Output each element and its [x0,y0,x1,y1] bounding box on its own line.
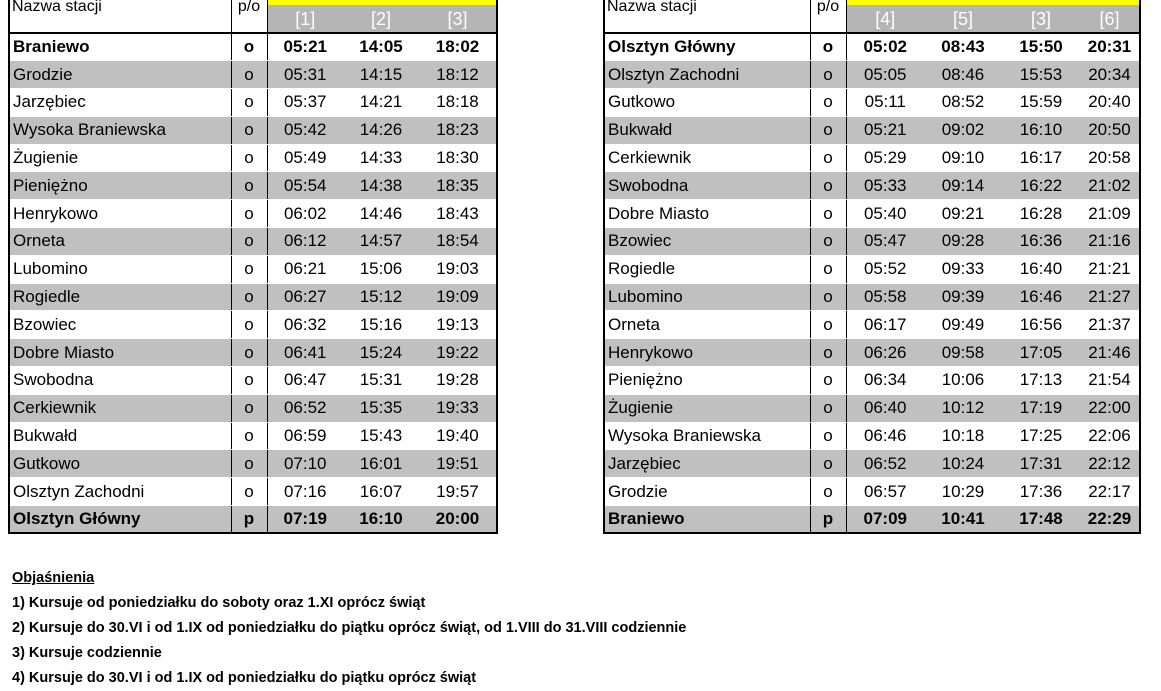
header-row [9,0,497,33]
table-row [604,478,1140,506]
course-header: [6] [1080,0,1140,33]
table-row [9,89,497,117]
time-cell: 06:32 [267,311,343,339]
po-cell: o [231,478,267,506]
table-row [604,33,1140,61]
time-cell: 05:42 [267,116,343,144]
time-cell: 16:40 [1002,255,1080,283]
table-row [604,367,1140,395]
time-cell: 06:21 [267,255,343,283]
station-name: Cerkiewnik [604,144,810,172]
time-cell: 20:34 [1080,61,1140,89]
time-cell: 16:07 [343,478,419,506]
table-row [9,450,497,478]
time-cell: 18:35 [419,172,497,200]
time-cell: 07:09 [846,506,924,534]
station-name: Orneta [9,228,231,256]
station-name: Jarzębiec [604,450,810,478]
table-row [604,506,1140,534]
time-cell: 08:52 [924,89,1002,117]
time-cell: 06:46 [846,422,924,450]
time-cell: 18:02 [419,33,497,61]
po-cell: o [810,394,846,422]
po-cell: o [810,478,846,506]
station-name: Olsztyn Zachodni [9,478,231,506]
time-cell: 08:46 [924,61,1002,89]
table-row [604,283,1140,311]
station-name: Braniewo [9,33,231,61]
po-cell: o [231,200,267,228]
table-row [9,200,497,228]
time-cell: 16:28 [1002,200,1080,228]
po-cell: o [231,311,267,339]
time-cell: 14:05 [343,33,419,61]
time-cell: 06:02 [267,200,343,228]
table-row [604,172,1140,200]
time-cell: 08:43 [924,33,1002,61]
po-cell: o [810,89,846,117]
time-cell: 06:59 [267,422,343,450]
time-cell: 21:46 [1080,339,1140,367]
course-header: [5] [924,0,1002,33]
station-name: Gutkowo [9,450,231,478]
time-cell: 06:40 [846,394,924,422]
header-row [604,0,1140,33]
time-cell: 19:03 [419,255,497,283]
time-cell: 17:36 [1002,478,1080,506]
time-cell: 05:11 [846,89,924,117]
time-cell: 17:13 [1002,367,1080,395]
table-row [9,61,497,89]
time-cell: 19:40 [419,422,497,450]
time-cell: 05:49 [267,144,343,172]
time-cell: 05:31 [267,61,343,89]
time-cell: 21:21 [1080,255,1140,283]
time-cell: 19:33 [419,394,497,422]
table-row [604,144,1140,172]
time-cell: 09:39 [924,283,1002,311]
time-cell: 20:00 [419,506,497,534]
station-name: Cerkiewnik [9,394,231,422]
po-cell: o [810,144,846,172]
po-cell: o [810,228,846,256]
time-cell: 16:17 [1002,144,1080,172]
table-row [9,144,497,172]
time-cell: 05:37 [267,89,343,117]
station-name: Żugienie [9,144,231,172]
station-name: Orneta [604,311,810,339]
time-cell: 09:49 [924,311,1002,339]
time-cell: 19:51 [419,450,497,478]
time-cell: 05:05 [846,61,924,89]
station-column-header: Nazwa stacji [604,0,810,33]
station-name: Rogiedle [9,283,231,311]
station-name: Bzowiec [9,311,231,339]
time-cell: 21:27 [1080,283,1140,311]
table-row [9,478,497,506]
note-item: 4) Kursuje do 30.VI i od 1.IX od poniedziałku do piątku oprócz świąt [12,670,477,686]
time-cell: 10:06 [924,367,1002,395]
time-cell: 06:27 [267,283,343,311]
notes-section [12,566,686,691]
po-cell: o [810,61,846,89]
po-cell: o [810,200,846,228]
time-cell: 06:52 [267,394,343,422]
time-cell: 20:40 [1080,89,1140,117]
time-cell: 16:10 [1002,116,1080,144]
time-cell: 05:02 [846,33,924,61]
station-name: Swobodna [604,172,810,200]
po-cell: o [810,172,846,200]
time-cell: 19:09 [419,283,497,311]
station-name: Dobre Miasto [9,339,231,367]
station-name: Pieniężno [9,172,231,200]
po-cell: o [231,144,267,172]
time-cell: 05:33 [846,172,924,200]
table-row [9,394,497,422]
time-cell: 10:24 [924,450,1002,478]
time-cell: 18:12 [419,61,497,89]
time-cell: 18:54 [419,228,497,256]
time-cell: 09:33 [924,255,1002,283]
time-cell: 09:10 [924,144,1002,172]
po-cell: o [231,283,267,311]
station-name: Bukwałd [604,116,810,144]
po-cell: o [231,422,267,450]
time-cell: 05:40 [846,200,924,228]
station-name: Olsztyn Główny [9,506,231,534]
time-cell: 15:50 [1002,33,1080,61]
table-row [9,506,497,534]
station-name: Grodzie [604,478,810,506]
time-cell: 22:06 [1080,422,1140,450]
po-cell: p [810,506,846,534]
station-name: Bzowiec [604,228,810,256]
time-cell: 18:23 [419,116,497,144]
time-cell: 14:15 [343,61,419,89]
table-row [604,200,1140,228]
station-name: Jarzębiec [9,89,231,117]
notes-title: Objaśnienia [12,570,95,586]
table-row [604,61,1140,89]
time-cell: 05:52 [846,255,924,283]
station-name: Olsztyn Zachodni [604,61,810,89]
station-name: Dobre Miasto [604,200,810,228]
station-name: Gutkowo [604,89,810,117]
time-cell: 19:22 [419,339,497,367]
time-cell: 09:21 [924,200,1002,228]
table-row [604,228,1140,256]
table-row [604,394,1140,422]
po-column-header: p/o [231,0,267,33]
time-cell: 21:09 [1080,200,1140,228]
time-cell: 07:19 [267,506,343,534]
table-row [9,283,497,311]
time-cell: 17:19 [1002,394,1080,422]
timetable-braniewo-olsztyn [8,0,498,534]
po-cell: p [231,506,267,534]
po-cell: o [231,116,267,144]
time-cell: 18:30 [419,144,497,172]
station-name: Pieniężno [604,367,810,395]
course-header: [4] [846,0,924,33]
station-column-header: Nazwa stacji [9,0,231,33]
time-cell: 20:58 [1080,144,1140,172]
po-cell: o [810,367,846,395]
station-name: Olsztyn Główny [604,33,810,61]
time-cell: 15:35 [343,394,419,422]
time-cell: 21:37 [1080,311,1140,339]
time-cell: 10:41 [924,506,1002,534]
time-cell: 09:02 [924,116,1002,144]
table-row [604,422,1140,450]
time-cell: 16:22 [1002,172,1080,200]
time-cell: 10:18 [924,422,1002,450]
timetable-olsztyn-braniewo [603,0,1141,534]
time-cell: 22:29 [1080,506,1140,534]
table-row [9,422,497,450]
note-item: 1) Kursuje od poniedziałku do soboty oraz 1.XI oprócz świąt [12,595,426,611]
time-cell: 17:48 [1002,506,1080,534]
time-cell: 06:52 [846,450,924,478]
station-name: Grodzie [9,61,231,89]
table-row [604,255,1140,283]
time-cell: 22:12 [1080,450,1140,478]
po-cell: o [231,61,267,89]
po-cell: o [231,228,267,256]
time-cell: 05:47 [846,228,924,256]
timetable-body [9,33,497,533]
station-name: Lubomino [9,255,231,283]
time-cell: 05:29 [846,144,924,172]
time-cell: 06:47 [267,367,343,395]
time-cell: 15:53 [1002,61,1080,89]
time-cell: 15:06 [343,255,419,283]
time-cell: 17:05 [1002,339,1080,367]
po-cell: o [810,311,846,339]
time-cell: 15:59 [1002,89,1080,117]
time-cell: 09:58 [924,339,1002,367]
time-cell: 06:17 [846,311,924,339]
table-row [9,311,497,339]
table-row [9,255,497,283]
time-cell: 10:12 [924,394,1002,422]
time-cell: 20:50 [1080,116,1140,144]
time-cell: 06:41 [267,339,343,367]
note-item: 2) Kursuje do 30.VI i od 1.IX od poniedziałku do piątku oprócz świąt, od 1.VIII do 31.VIII codziennie [12,620,687,636]
time-cell: 15:31 [343,367,419,395]
time-cell: 16:46 [1002,283,1080,311]
time-cell: 05:21 [846,116,924,144]
time-cell: 14:57 [343,228,419,256]
time-cell: 15:16 [343,311,419,339]
time-cell: 14:26 [343,116,419,144]
timetable-body [604,33,1140,533]
table-row [604,311,1140,339]
po-cell: o [231,394,267,422]
time-cell: 19:28 [419,367,497,395]
time-cell: 18:18 [419,89,497,117]
course-header: [3] [419,0,497,33]
po-cell: o [231,367,267,395]
table-row [9,339,497,367]
station-name: Braniewo [604,506,810,534]
time-cell: 16:36 [1002,228,1080,256]
po-cell: o [810,116,846,144]
po-cell: o [810,450,846,478]
table-row [604,116,1140,144]
time-cell: 05:54 [267,172,343,200]
table-row [9,228,497,256]
table-row [9,172,497,200]
course-header: [3] [1002,0,1080,33]
time-cell: 05:58 [846,283,924,311]
po-cell: o [231,255,267,283]
po-cell: o [810,33,846,61]
po-cell: o [810,283,846,311]
time-cell: 14:46 [343,200,419,228]
table-row [604,339,1140,367]
note-item: 3) Kursuje codziennie [12,645,162,661]
station-name: Bukwałd [9,422,231,450]
time-cell: 06:12 [267,228,343,256]
time-cell: 14:21 [343,89,419,117]
time-cell: 20:31 [1080,33,1140,61]
time-cell: 06:26 [846,339,924,367]
po-cell: o [810,339,846,367]
table-row [9,33,497,61]
time-cell: 07:16 [267,478,343,506]
time-cell: 19:57 [419,478,497,506]
time-cell: 19:13 [419,311,497,339]
time-cell: 09:28 [924,228,1002,256]
time-cell: 16:10 [343,506,419,534]
po-cell: o [810,422,846,450]
time-cell: 10:29 [924,478,1002,506]
station-name: Żugienie [604,394,810,422]
po-column-header: p/o [810,0,846,33]
table-row [9,367,497,395]
po-cell: o [231,172,267,200]
time-cell: 21:02 [1080,172,1140,200]
time-cell: 16:01 [343,450,419,478]
time-cell: 05:21 [267,33,343,61]
station-name: Henrykowo [9,200,231,228]
station-name: Swobodna [9,367,231,395]
station-name: Wysoka Braniewska [9,116,231,144]
time-cell: 17:25 [1002,422,1080,450]
course-header: [2] [343,0,419,33]
po-cell: o [810,255,846,283]
time-cell: 07:10 [267,450,343,478]
time-cell: 22:17 [1080,478,1140,506]
time-cell: 14:33 [343,144,419,172]
station-name: Lubomino [604,283,810,311]
time-cell: 16:56 [1002,311,1080,339]
po-cell: o [231,450,267,478]
time-cell: 15:24 [343,339,419,367]
station-name: Henrykowo [604,339,810,367]
course-header: [1] [267,0,343,33]
po-cell: o [231,33,267,61]
po-cell: o [231,339,267,367]
time-cell: 06:34 [846,367,924,395]
time-cell: 15:12 [343,283,419,311]
time-cell: 15:43 [343,422,419,450]
table-row [604,450,1140,478]
time-cell: 18:43 [419,200,497,228]
station-name: Rogiedle [604,255,810,283]
time-cell: 09:14 [924,172,1002,200]
time-cell: 14:38 [343,172,419,200]
time-cell: 17:31 [1002,450,1080,478]
time-cell: 22:00 [1080,394,1140,422]
po-cell: o [231,89,267,117]
time-cell: 21:54 [1080,367,1140,395]
station-name: Wysoka Braniewska [604,422,810,450]
table-row [604,89,1140,117]
table-row [9,116,497,144]
time-cell: 21:16 [1080,228,1140,256]
time-cell: 06:57 [846,478,924,506]
